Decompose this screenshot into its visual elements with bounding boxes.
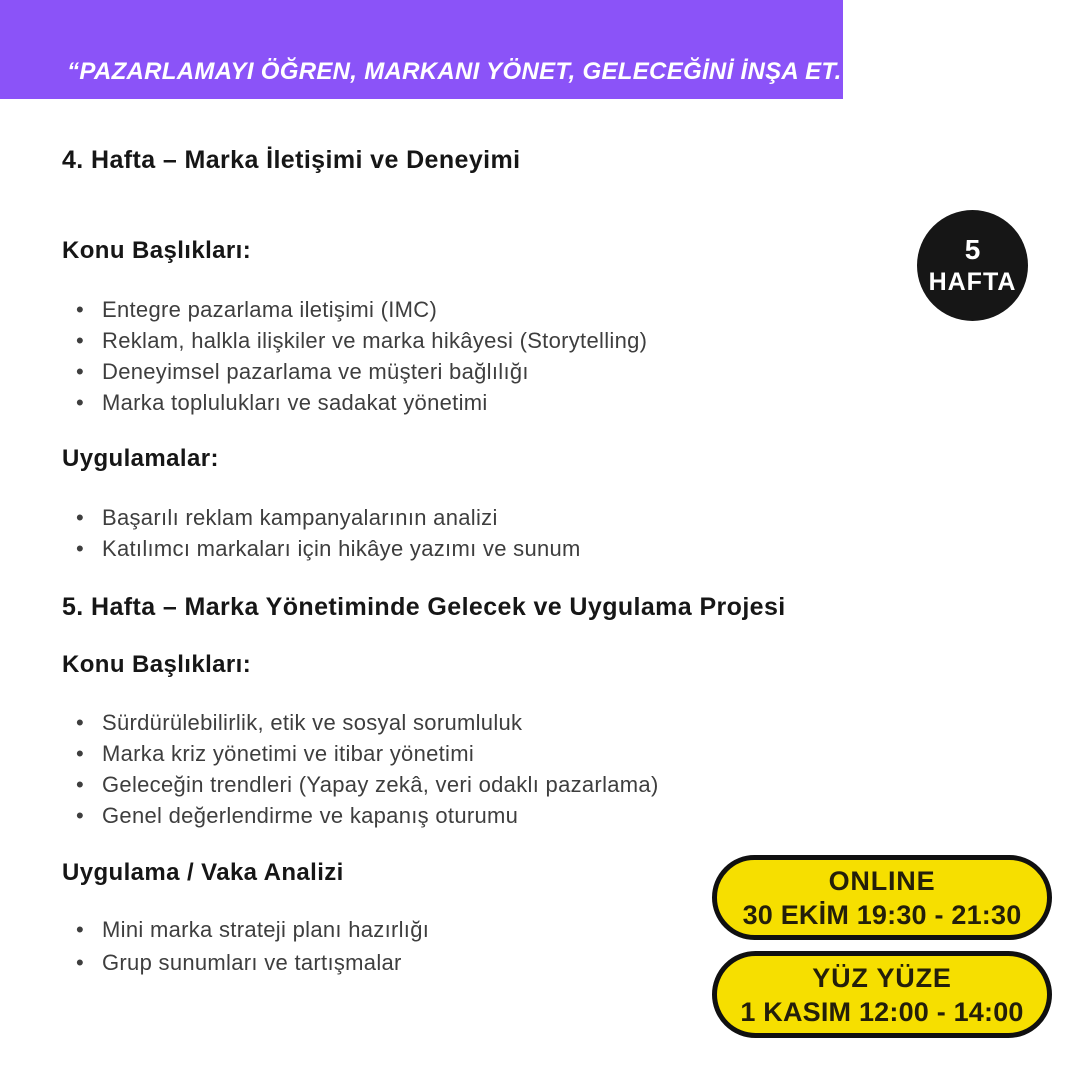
bullet-dot: •	[76, 772, 85, 797]
topic-text: Genel değerlendirme ve kapanış oturumu	[102, 803, 519, 828]
week5-topics-heading: Konu Başlıkları:	[62, 651, 252, 678]
week4-topics-list	[76, 294, 647, 418]
banner-quote: “PAZARLAMAYI ÖĞREN, MARKANI YÖNET, GELECEĞİNİ İNŞA ET.”	[67, 58, 854, 85]
topic-text: Entegre pazarlama iletişimi (IMC)	[102, 297, 438, 322]
topic-item	[76, 387, 647, 418]
week5-title: 5. Hafta – Marka Yönetiminde Gelecek ve Uygulama Projesi	[62, 593, 786, 621]
bullet-dot: •	[76, 536, 85, 561]
practice-item	[76, 502, 581, 533]
practice-item	[76, 533, 581, 564]
badge-unit: HAFTA	[928, 267, 1017, 296]
practice-item	[76, 946, 429, 979]
in-person-session-pill	[712, 951, 1052, 1038]
topic-text: Geleceğin trendleri (Yapay zekâ, veri odaklı pazarlama)	[102, 772, 659, 797]
topic-item	[76, 356, 647, 387]
topic-text: Reklam, halkla ilişkiler ve marka hikâyesi (Storytelling)	[102, 328, 648, 353]
week-count-badge	[917, 210, 1028, 321]
topic-item	[76, 707, 659, 738]
topic-text: Sürdürülebilirlik, etik ve sosyal sorumluluk	[102, 710, 523, 735]
week4-title: 4. Hafta – Marka İletişimi ve Deneyimi	[62, 146, 521, 174]
badge-number: 5	[964, 233, 981, 265]
online-label: ONLINE	[828, 865, 936, 896]
practice-text: Mini marka strateji planı hazırlığı	[102, 917, 430, 942]
online-session-pill	[712, 855, 1052, 940]
week4-practices-list	[76, 502, 581, 564]
in-person-time: 1 KASIM 12:00 - 14:00	[740, 996, 1024, 1027]
practice-text: Katılımcı markaları için hikâye yazımı ve sunum	[102, 536, 581, 561]
week4-topics-heading: Konu Başlıkları:	[62, 237, 252, 264]
topic-item	[76, 294, 647, 325]
bullet-dot: •	[76, 710, 85, 735]
bullet-dot: •	[76, 741, 85, 766]
topic-item	[76, 325, 647, 356]
bullet-dot: •	[76, 917, 85, 942]
bullet-dot: •	[76, 359, 85, 384]
quote-banner	[0, 0, 854, 99]
bullet-dot: •	[76, 390, 85, 415]
bullet-dot: •	[76, 505, 85, 530]
bullet-dot: •	[76, 803, 85, 828]
bullet-dot: •	[76, 297, 85, 322]
week5-practices-heading: Uygulama / Vaka Analizi	[62, 859, 344, 886]
topic-item	[76, 738, 659, 769]
week4-practices-heading: Uygulamalar:	[62, 445, 219, 472]
online-time: 30 EKİM 19:30 - 21:30	[742, 899, 1022, 930]
topic-item	[76, 800, 659, 831]
bullet-dot: •	[76, 328, 85, 353]
topic-text: Marka kriz yönetimi ve itibar yönetimi	[102, 741, 475, 766]
topic-item	[76, 769, 659, 800]
practice-item	[76, 913, 429, 946]
topic-text: Deneyimsel pazarlama ve müşteri bağlılığı	[102, 359, 529, 384]
in-person-label: YÜZ YÜZE	[812, 962, 952, 993]
practice-text: Grup sunumları ve tartışmalar	[102, 950, 402, 975]
topic-text: Marka toplulukları ve sadakat yönetimi	[102, 390, 488, 415]
practice-text: Başarılı reklam kampanyalarının analizi	[102, 505, 498, 530]
bullet-dot: •	[76, 950, 85, 975]
week5-practices-list	[76, 913, 429, 979]
week5-topics-list	[76, 707, 659, 831]
